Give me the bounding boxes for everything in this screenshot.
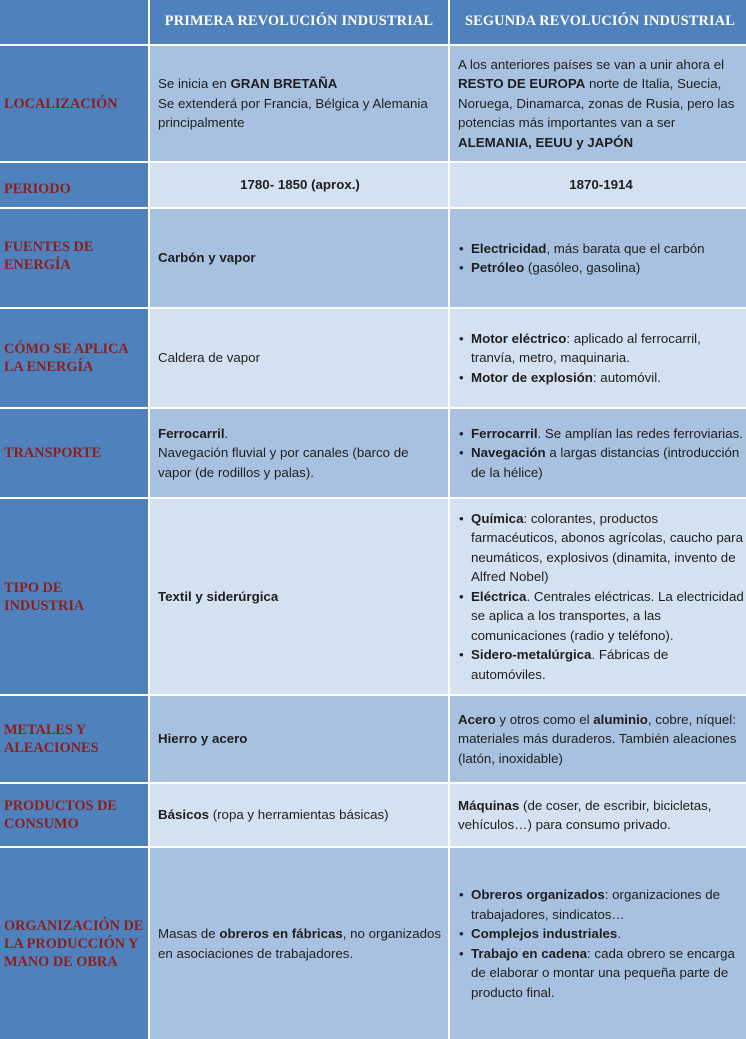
aplica-second <box>450 309 746 407</box>
fuentes-second <box>450 209 746 307</box>
metales-second: Acero y otros como el aluminio, cobre, níquel: materiales más duraderos. También aleaciones (latón, inoxidable) <box>450 696 746 782</box>
row-label-fuentes: FUENTES DE ENERGÍA <box>0 209 148 307</box>
row-label-aplica: CÓMO SE APLICA LA ENERGÍA <box>0 309 148 407</box>
header-first-revolution: PRIMERA REVOLUCIÓN INDUSTRIAL <box>150 0 448 44</box>
periodo-first: 1780- 1850 (aprox.) <box>150 163 448 207</box>
transporte-first: Ferrocarril. Navegación fluvial y por canales (barco de vapor (de rodillos y palas). <box>150 409 448 497</box>
row-label-metales: METALES Y ALEACIONES <box>0 696 148 782</box>
corner-cell <box>0 0 148 44</box>
industria-first: Textil y siderúrgica <box>150 499 448 694</box>
row-label-localizacion: LOCALIZACIÓN <box>0 46 148 161</box>
list-item: • Ferrocarril. Se amplían las redes ferroviarias. <box>458 424 744 444</box>
list-item: • Sidero-metalúrgica. Fábricas de automóviles. <box>458 645 744 684</box>
metales-first: Hierro y acero <box>150 696 448 782</box>
localizacion-second: A los anteriores países se van a unir ahora el RESTO DE EUROPA norte de Italia, Suecia, Noruega, Dinamarca, zonas de Rusia, pero las potencias más importantes van a ser ALEMANIA, EEUU y JAPÓN <box>450 46 746 161</box>
row-label-industria: TIPO DE INDUSTRIA <box>0 499 148 694</box>
list-item: • Química: colorantes, productos farmacéuticos, abonos agrícolas, caucho para neumáticos, explosivos (dinamita, invento de Alfred Nobel) <box>458 509 744 587</box>
row-label-transporte: TRANSPORTE <box>0 409 148 497</box>
organizacion-second <box>450 848 746 1039</box>
productos-second: Máquinas (de coser, de escribir, bicicletas, vehículos…) para consumo privado. <box>450 784 746 846</box>
list-item: • Navegación a largas distancias (introducción de la hélice) <box>458 443 744 482</box>
row-label-productos: PRODUCTOS DE CONSUMO <box>0 784 148 846</box>
list-item: • Trabajo en cadena: cada obrero se encarga de elaborar o montar una pequeña parte de producto final. <box>458 944 744 1003</box>
row-label-periodo: PERIODO <box>0 163 148 207</box>
list-item: • Petróleo (gasóleo, gasolina) <box>458 258 705 278</box>
localizacion-first: Se inicia en GRAN BRETAÑA Se extenderá por Francia, Bélgica y Alemania principalmente <box>150 46 448 161</box>
fuentes-first: Carbón y vapor <box>150 209 448 307</box>
productos-first: Básicos (ropa y herramientas básicas) <box>150 784 448 846</box>
industria-second <box>450 499 746 694</box>
list-item: • Complejos industriales. <box>458 924 744 944</box>
aplica-first: Caldera de vapor <box>150 309 448 407</box>
header-second-revolution: SEGUNDA REVOLUCIÓN INDUSTRIAL <box>450 0 746 44</box>
list-item: • Motor de explosión: automóvil. <box>458 368 744 388</box>
transporte-second <box>450 409 746 497</box>
list-item: • Obreros organizados: organizaciones de trabajadores, sindicatos… <box>458 885 744 924</box>
list-item: • Electricidad, más barata que el carbón <box>458 239 705 259</box>
periodo-second: 1870-1914 <box>450 163 746 207</box>
organizacion-first: Masas de obreros en fábricas, no organizados en asociaciones de trabajadores. <box>150 848 448 1039</box>
list-item: • Eléctrica. Centrales eléctricas. La electricidad se aplica a los transportes, a las comunicaciones (radio y teléfono). <box>458 587 744 646</box>
row-label-organizacion: ORGANIZACIÓN DE LA PRODUCCIÓN Y MANO DE OBRA <box>0 848 148 1039</box>
list-item: • Motor eléctrico: aplicado al ferrocarril, tranvía, metro, maquinaria. <box>458 329 744 368</box>
